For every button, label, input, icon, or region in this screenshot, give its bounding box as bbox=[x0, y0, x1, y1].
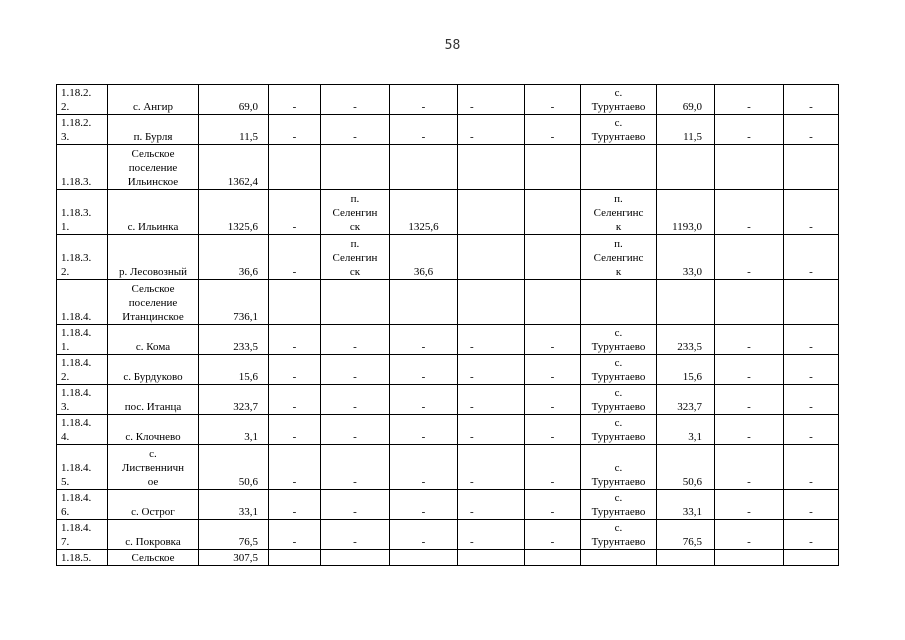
source-value-cell: - bbox=[390, 445, 458, 490]
destination-value-cell bbox=[657, 550, 715, 566]
value-cell: 76,5 bbox=[199, 520, 269, 550]
dash-cell-a: - bbox=[269, 325, 321, 355]
destination-value-cell: 11,5 bbox=[657, 115, 715, 145]
destination-cell: с. Турунтаево bbox=[581, 385, 657, 415]
source-value-cell: - bbox=[390, 85, 458, 115]
source-cell: - bbox=[321, 520, 390, 550]
dash-cell-c: - bbox=[525, 445, 581, 490]
dash-cell-e: - bbox=[784, 520, 839, 550]
destination-cell: с. Турунтаево bbox=[581, 490, 657, 520]
destination-cell: с. Турунтаево bbox=[581, 115, 657, 145]
source-value-cell: - bbox=[390, 520, 458, 550]
dash-cell-b bbox=[458, 235, 525, 280]
dash-cell-d: - bbox=[715, 520, 784, 550]
dash-cell-c: - bbox=[525, 115, 581, 145]
value-cell: 3,1 bbox=[199, 415, 269, 445]
dash-cell-e: - bbox=[784, 415, 839, 445]
dash-cell-e: - bbox=[784, 445, 839, 490]
settlement-cell: пос. Итанца bbox=[108, 385, 199, 415]
dash-cell-d: - bbox=[715, 115, 784, 145]
dash-cell-c bbox=[525, 145, 581, 190]
destination-cell: с. Турунтаево bbox=[581, 520, 657, 550]
code-cell: 1.18.4. 5. bbox=[57, 445, 108, 490]
dash-cell-a: - bbox=[269, 190, 321, 235]
dash-cell-c bbox=[525, 550, 581, 566]
dash-cell-b: - bbox=[458, 490, 525, 520]
code-cell: 1.18.3. 2. bbox=[57, 235, 108, 280]
destination-value-cell: 33,0 bbox=[657, 235, 715, 280]
destination-cell: с. Турунтаево bbox=[581, 415, 657, 445]
settlement-cell: Сельское bbox=[108, 550, 199, 566]
dash-cell-d: - bbox=[715, 85, 784, 115]
dash-cell-c: - bbox=[525, 415, 581, 445]
source-cell: - bbox=[321, 415, 390, 445]
dash-cell-e: - bbox=[784, 355, 839, 385]
table-row bbox=[57, 355, 839, 385]
dash-cell-e: - bbox=[784, 85, 839, 115]
destination-cell: с. Турунтаево bbox=[581, 445, 657, 490]
value-cell: 36,6 bbox=[199, 235, 269, 280]
settlement-cell: с. Бурдуково bbox=[108, 355, 199, 385]
settlement-cell: с. Лиственничн ое bbox=[108, 445, 199, 490]
value-cell: 323,7 bbox=[199, 385, 269, 415]
settlement-cell: с. Покровка bbox=[108, 520, 199, 550]
code-cell: 1.18.2. 3. bbox=[57, 115, 108, 145]
destination-cell: п. Селенгинс к bbox=[581, 235, 657, 280]
dash-cell-c: - bbox=[525, 355, 581, 385]
dash-cell-d: - bbox=[715, 385, 784, 415]
value-cell: 50,6 bbox=[199, 445, 269, 490]
table-row bbox=[57, 280, 839, 325]
source-cell bbox=[321, 550, 390, 566]
dash-cell-d: - bbox=[715, 235, 784, 280]
table-row bbox=[57, 415, 839, 445]
value-cell: 69,0 bbox=[199, 85, 269, 115]
destination-value-cell: 69,0 bbox=[657, 85, 715, 115]
code-cell: 1.18.3. bbox=[57, 145, 108, 190]
source-cell: - bbox=[321, 85, 390, 115]
destination-cell bbox=[581, 550, 657, 566]
source-cell bbox=[321, 280, 390, 325]
value-cell: 1325,6 bbox=[199, 190, 269, 235]
dash-cell-b bbox=[458, 280, 525, 325]
settlement-cell: Сельское поселение Итанцинское bbox=[108, 280, 199, 325]
dash-cell-c: - bbox=[525, 325, 581, 355]
source-cell: - bbox=[321, 490, 390, 520]
dash-cell-b: - bbox=[458, 415, 525, 445]
code-cell: 1.18.3. 1. bbox=[57, 190, 108, 235]
destination-cell: с. Турунтаево bbox=[581, 355, 657, 385]
settlement-cell: с. Клочнево bbox=[108, 415, 199, 445]
dash-cell-a bbox=[269, 280, 321, 325]
dash-cell-a: - bbox=[269, 355, 321, 385]
dash-cell-a: - bbox=[269, 520, 321, 550]
dash-cell-a: - bbox=[269, 490, 321, 520]
source-value-cell: - bbox=[390, 385, 458, 415]
table-row bbox=[57, 550, 839, 566]
dash-cell-d bbox=[715, 145, 784, 190]
dash-cell-d: - bbox=[715, 415, 784, 445]
destination-value-cell: 15,6 bbox=[657, 355, 715, 385]
table-row bbox=[57, 385, 839, 415]
dash-cell-a: - bbox=[269, 415, 321, 445]
dash-cell-c: - bbox=[525, 85, 581, 115]
dash-cell-c bbox=[525, 190, 581, 235]
code-cell: 1.18.5. bbox=[57, 550, 108, 566]
destination-cell bbox=[581, 280, 657, 325]
table-row bbox=[57, 520, 839, 550]
source-value-cell: - bbox=[390, 325, 458, 355]
dash-cell-e bbox=[784, 550, 839, 566]
dash-cell-a bbox=[269, 145, 321, 190]
source-cell: - bbox=[321, 445, 390, 490]
dash-cell-b bbox=[458, 145, 525, 190]
destination-value-cell: 50,6 bbox=[657, 445, 715, 490]
dash-cell-d bbox=[715, 280, 784, 325]
dash-cell-b: - bbox=[458, 385, 525, 415]
settlement-cell: р. Лесовозный bbox=[108, 235, 199, 280]
dash-cell-e: - bbox=[784, 490, 839, 520]
dash-cell-b bbox=[458, 550, 525, 566]
dash-cell-d: - bbox=[715, 445, 784, 490]
value-cell: 736,1 bbox=[199, 280, 269, 325]
code-cell: 1.18.4. 1. bbox=[57, 325, 108, 355]
destination-value-cell bbox=[657, 145, 715, 190]
source-value-cell bbox=[390, 145, 458, 190]
dash-cell-c: - bbox=[525, 490, 581, 520]
value-cell: 11,5 bbox=[199, 115, 269, 145]
dash-cell-a: - bbox=[269, 115, 321, 145]
table-row bbox=[57, 145, 839, 190]
source-cell: - bbox=[321, 115, 390, 145]
settlement-cell: с. Ильинка bbox=[108, 190, 199, 235]
dash-cell-d: - bbox=[715, 190, 784, 235]
source-cell: - bbox=[321, 385, 390, 415]
destination-value-cell bbox=[657, 280, 715, 325]
dash-cell-e: - bbox=[784, 235, 839, 280]
source-cell: п. Селенгин ск bbox=[321, 190, 390, 235]
dash-cell-d: - bbox=[715, 325, 784, 355]
code-cell: 1.18.4. bbox=[57, 280, 108, 325]
dash-cell-a: - bbox=[269, 85, 321, 115]
settlements-table bbox=[56, 84, 839, 566]
dash-cell-b: - bbox=[458, 445, 525, 490]
value-cell: 15,6 bbox=[199, 355, 269, 385]
dash-cell-e: - bbox=[784, 190, 839, 235]
code-cell: 1.18.4. 2. bbox=[57, 355, 108, 385]
destination-cell: с. Турунтаево bbox=[581, 325, 657, 355]
table-row bbox=[57, 85, 839, 115]
dash-cell-e bbox=[784, 145, 839, 190]
table-row bbox=[57, 115, 839, 145]
dash-cell-c bbox=[525, 280, 581, 325]
code-cell: 1.18.4. 6. bbox=[57, 490, 108, 520]
source-value-cell: - bbox=[390, 355, 458, 385]
dash-cell-b: - bbox=[458, 355, 525, 385]
destination-cell bbox=[581, 145, 657, 190]
destination-value-cell: 233,5 bbox=[657, 325, 715, 355]
source-value-cell: - bbox=[390, 115, 458, 145]
dash-cell-d: - bbox=[715, 355, 784, 385]
destination-value-cell: 1193,0 bbox=[657, 190, 715, 235]
dash-cell-b: - bbox=[458, 520, 525, 550]
code-cell: 1.18.4. 7. bbox=[57, 520, 108, 550]
dash-cell-e: - bbox=[784, 115, 839, 145]
destination-cell: с. Турунтаево bbox=[581, 85, 657, 115]
dash-cell-a: - bbox=[269, 235, 321, 280]
source-cell: п. Селенгин ск bbox=[321, 235, 390, 280]
dash-cell-d bbox=[715, 550, 784, 566]
source-value-cell bbox=[390, 280, 458, 325]
table-row bbox=[57, 490, 839, 520]
source-value-cell: - bbox=[390, 415, 458, 445]
dash-cell-a bbox=[269, 550, 321, 566]
dash-cell-b: - bbox=[458, 85, 525, 115]
code-cell: 1.18.4. 4. bbox=[57, 415, 108, 445]
table-row bbox=[57, 190, 839, 235]
dash-cell-b: - bbox=[458, 115, 525, 145]
value-cell: 33,1 bbox=[199, 490, 269, 520]
dash-cell-a: - bbox=[269, 385, 321, 415]
dash-cell-b: - bbox=[458, 325, 525, 355]
source-cell: - bbox=[321, 355, 390, 385]
destination-value-cell: 323,7 bbox=[657, 385, 715, 415]
source-value-cell: 1325,6 bbox=[390, 190, 458, 235]
dash-cell-b bbox=[458, 190, 525, 235]
source-cell bbox=[321, 145, 390, 190]
settlement-cell: Сельское поселение Ильинское bbox=[108, 145, 199, 190]
dash-cell-e: - bbox=[784, 385, 839, 415]
value-cell: 233,5 bbox=[199, 325, 269, 355]
dash-cell-a: - bbox=[269, 445, 321, 490]
dash-cell-d: - bbox=[715, 490, 784, 520]
dash-cell-e: - bbox=[784, 325, 839, 355]
destination-cell: п. Селенгинс к bbox=[581, 190, 657, 235]
settlement-cell: с. Кома bbox=[108, 325, 199, 355]
table-row bbox=[57, 325, 839, 355]
dash-cell-e bbox=[784, 280, 839, 325]
code-cell: 1.18.2. 2. bbox=[57, 85, 108, 115]
value-cell: 1362,4 bbox=[199, 145, 269, 190]
destination-value-cell: 3,1 bbox=[657, 415, 715, 445]
settlement-cell: с. Ангир bbox=[108, 85, 199, 115]
source-value-cell: 36,6 bbox=[390, 235, 458, 280]
destination-value-cell: 33,1 bbox=[657, 490, 715, 520]
table-row bbox=[57, 445, 839, 490]
page-number: 58 bbox=[444, 38, 461, 53]
settlement-cell: с. Острог bbox=[108, 490, 199, 520]
dash-cell-c: - bbox=[525, 520, 581, 550]
source-cell: - bbox=[321, 325, 390, 355]
table-body bbox=[57, 85, 839, 566]
dash-cell-c: - bbox=[525, 385, 581, 415]
table-row bbox=[57, 235, 839, 280]
settlement-cell: п. Бурля bbox=[108, 115, 199, 145]
value-cell: 307,5 bbox=[199, 550, 269, 566]
code-cell: 1.18.4. 3. bbox=[57, 385, 108, 415]
source-value-cell: - bbox=[390, 490, 458, 520]
source-value-cell bbox=[390, 550, 458, 566]
destination-value-cell: 76,5 bbox=[657, 520, 715, 550]
dash-cell-c bbox=[525, 235, 581, 280]
